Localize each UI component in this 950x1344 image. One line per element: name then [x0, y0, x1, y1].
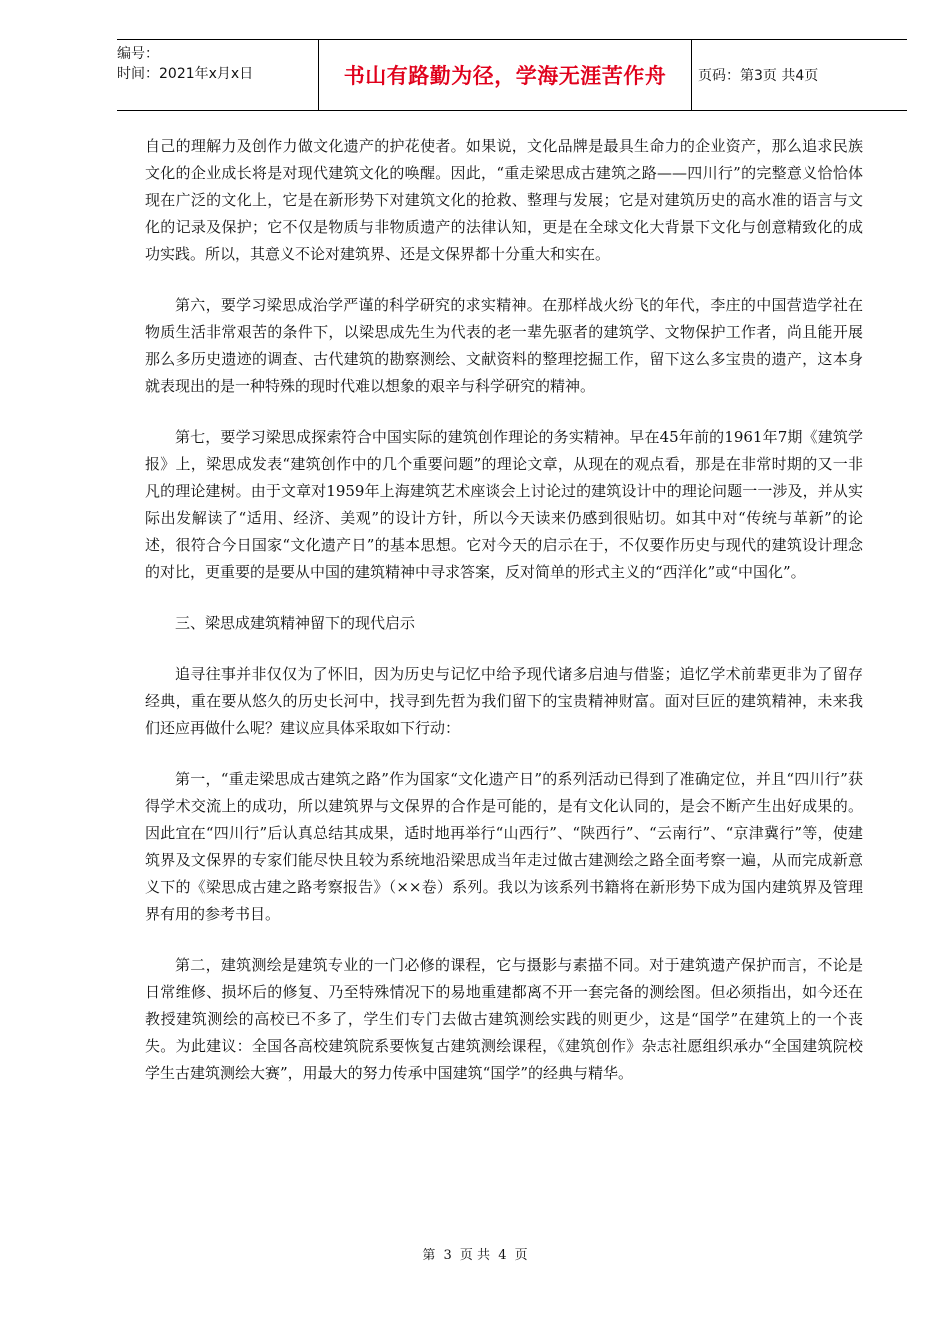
paragraph-continuation: 自己的理解力及创作力做文化遗产的护花使者。如果说，文化品牌是最具生命力的企业资产，那么追求民族文化的企业成长将是对现代建筑文化的唤醒。因此，“重走梁思成古建筑之路——四川行”的完整意义恰恰体现在广泛的文化上，它是在新形势下对建筑文化的抢救、整理与发展；它是对建筑历史的高水准的语言与文化的记录及保护；它不仅是物质与非物质遗产的法律认知，更是在全球文化大背景下文化与创意精致化的成功实践。所以，其意义不论对建筑界、还是文保界都十分重大和实在。 [145, 137, 863, 263]
document-time-label: 时间：2021年x月x日 [117, 66, 254, 82]
footer-mid: 页 共 [459, 1248, 491, 1263]
document-number-label: 编号： [117, 46, 159, 62]
paragraph-seventh-point: 第七，要学习梁思成探索符合中国实际的建筑创作理论的务实精神。早在45年前的1961年7期《建筑学报》上，梁思成发表“建筑创作中的几个重要问题”的理论文章，从现在的观点看，那是在非常时期的又一非凡的理论建树。由于文章对1959年上海建筑艺术座谈会上讨论过的建筑设计中的理论问题一一涉及，并从实际出发解读了“适用、经济、美观”的设计方针，所以今天读来仍感到很贴切。如其中对“传统与革新”的论述，很符合今日国家“文化遗产日”的基本思想。它对今天的启示在于，不仅要作历史与现代的建筑设计理念的对比，更重要的是要从中国的建筑精神中寻求答案，反对简单的形式主义的“西洋化”或“中国化”。 [145, 428, 863, 581]
header-page-label: 页码：第3页 共4页 [698, 68, 819, 84]
footer-page-current: 3 [443, 1248, 452, 1263]
page-header [117, 39, 907, 111]
paragraph-intro: 追寻往事并非仅仅为了怀旧，因为历史与记忆中给予现代诸多启迪与借鉴；追忆学术前辈更非为了留存经典，重在要从悠久的历史长河中，找寻到先哲为我们留下的宝贵精神财富。面对巨匠的建筑精神，未来我们还应再做什么呢？建议应具体采取如下行动： [145, 665, 863, 737]
paragraph-second-action: 第二，建筑测绘是建筑专业的一门必修的课程，它与摄影与素描不同。对于建筑遗产保护而言，不论是日常维修、损坏后的修复、乃至特殊情况下的易地重建都离不开一套完备的测绘图。但必须指出，如今还在教授建筑测绘的高校已不多了，学生们专门去做古建筑测绘实践的则更少，这是“国学”在建筑上的一个丧失。为此建议：全国各高校建筑院系要恢复古建筑测绘课程，《建筑创作》杂志社愿组织承办“全国建筑院校学生古建筑测绘大赛”，用最大的努力传承中国建筑“国学”的经典与精华。 [145, 956, 863, 1082]
section-heading: 三、梁思成建筑精神留下的现代启示 [175, 614, 416, 632]
paragraph-first-action: 第一，“重走梁思成古建筑之路”作为国家“文化遗产日”的系列活动已得到了准确定位，并且“四川行”获得学术交流上的成功，所以建筑界与文保界的合作是可能的，是有文化认同的，是会不断产生出好成果的。因此宜在“四川行”后认真总结其成果，适时地再举行“山西行”、“陕西行”、“云南行”、“京津冀行”等，使建筑界及文保界的专家们能尽快且较为系统地沿梁思成当年走过做古建测绘之路全面考察一遍，从而完成新意义下的《梁思成古建之路考察报告》（××卷）系列。我以为该系列书籍将在新形势下成为国内建筑界及管理界有用的参考书目。 [145, 770, 863, 923]
header-meta [117, 40, 318, 110]
page-footer [0, 1244, 950, 1263]
footer-page-total: 4 [498, 1248, 507, 1263]
footer-suffix: 页 [514, 1248, 528, 1263]
paragraph-sixth-point: 第六，要学习梁思成治学严谨的科学研究的求实精神。在那样战火纷飞的年代，李庄的中国营造学社在物质生活非常艰苦的条件下，以梁思成先生为代表的老一辈先驱者的建筑学、文物保护工作者，尚且能开展那么多历史遗迹的调查、古代建筑的勘察测绘、文献资料的整理挖掘工作，留下这么多宝贵的遗产，这本身就表现出的是一种特殊的现时代难以想象的艰辛与科学研究的精神。 [145, 296, 863, 395]
footer-prefix: 第 [422, 1248, 436, 1263]
document-body [145, 133, 863, 1111]
header-motto: 书山有路勤为径，学海无涯苦作舟 [318, 40, 692, 110]
